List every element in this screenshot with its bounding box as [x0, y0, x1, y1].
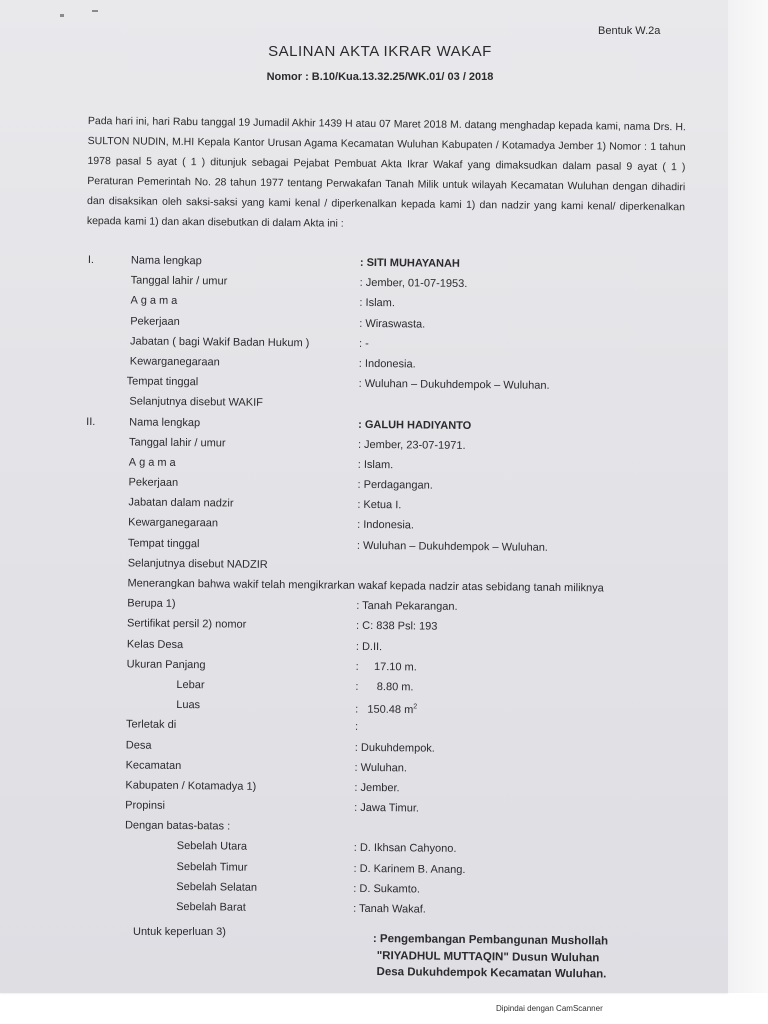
field-label: Propinsi [125, 799, 165, 812]
page-margin [728, 0, 768, 993]
field-value: : [354, 721, 359, 734]
purpose-line: Desa Dukuhdempok Kecamatan Wuluhan. [376, 966, 607, 981]
field-value: : 8.80 m. [355, 680, 414, 694]
field-value: : D. Sukamto. [353, 882, 421, 896]
field-value: : D.II. [355, 640, 383, 653]
purpose-label: Untuk keperluan 3) [133, 926, 226, 938]
field-label: Sebelah Timur [176, 860, 248, 874]
field-value: : Wuluhan – Dukuhdempok – Wuluhan. [358, 377, 550, 392]
field-value: : Jember. [354, 781, 400, 795]
field-label: Tanggal lahir / umur [130, 274, 228, 288]
speck [60, 14, 64, 17]
field-label: Kelas Desa [126, 637, 184, 651]
field-label: Agama [130, 294, 181, 308]
field-value: : Tanah Pekarangan. [356, 600, 458, 614]
field-value: : GALUH HADIYANTO [358, 418, 472, 432]
field-label: Desa [125, 738, 152, 752]
field-value: : Tanah Wakaf. [353, 902, 426, 916]
field-value: : Wuluhan – Dukuhdempok – Wuluhan. [356, 539, 548, 554]
field-label: Jabatan ( bagi Wakif Badan Hukum ) [129, 335, 310, 350]
document-title: SALINAN AKTA IKRAR WAKAF [268, 43, 492, 60]
speck [92, 10, 98, 12]
field-value: : Indonesia. [358, 357, 416, 371]
field-value: : D. Karinem B. Anang. [353, 862, 466, 876]
field-value: : Jember, 01-07-1953. [359, 277, 468, 291]
purpose-line: "RIYADHUL MUTTAQIN" Dusun Wuluhan [376, 949, 600, 964]
field-label: Terletak di [125, 718, 177, 732]
field-value: : Jember, 23-07-1971. [357, 438, 466, 452]
field-value: : Wuluhan. [354, 761, 408, 775]
field-value: : Ketua I. [357, 499, 402, 512]
field-label: Nama lengkap [130, 254, 202, 268]
field-label: Sebelah Utara [176, 840, 248, 854]
purpose-line: : Pengembangan Pembangunan Musholla​h [372, 932, 609, 948]
field-value: : Islam. [359, 297, 395, 310]
field-value: : C: 838 Psl: 193 [356, 620, 438, 634]
field-value: : D. Ikhsan Cahyono. [353, 842, 457, 856]
field-label: Tempat tinggal [126, 375, 199, 389]
field-label: Luas [176, 699, 201, 712]
field-label: Berupa 1) [127, 597, 176, 611]
field-label: Lebar [176, 678, 205, 692]
section-numeral: II. [86, 415, 96, 428]
field-value: : Wiraswasta. [359, 317, 426, 331]
purpose-value [372, 931, 608, 983]
field-value: : 17.10 m. [355, 660, 417, 674]
field-label: Sebelah Barat [176, 900, 246, 914]
field-label: Tempat tinggal [127, 537, 200, 550]
field-value: : Perdagangan. [357, 478, 433, 492]
field-value: : - [358, 337, 369, 350]
field-value: : SITI MUHAYANAH [359, 256, 460, 270]
field-label: Jabatan dalam nadzir [128, 496, 234, 510]
field-label: Agama [128, 456, 179, 469]
field-label: Nama lengkap [129, 415, 201, 429]
field-value: : 150.48 m [355, 703, 414, 717]
form-code: Bentuk W.2a [598, 25, 661, 37]
field-label: Kabupaten / Kotamadya 1) [125, 779, 257, 793]
scanner-watermark: Dipindai dengan CamScanner [496, 1004, 603, 1013]
designation-text: Selanjutnya disebut WAKIF [129, 395, 263, 410]
intro-paragraph [87, 111, 686, 237]
statement-text: Menerangkan bahwa wakif telah mengikrarkan wakaf kepada nadzir atas sebidang tanah miliknya [127, 577, 604, 595]
intro-text: Pada hari ini, hari Rabu tanggal 19 Jumadil Akhir 1439 H atau 07 Maret 2018 M. datang menghadap kepada kami, nama Drs. H. SULTON NUDIN, M.HI Kepala Kantor Urusan Agama Kecamatan Wuluhan Kabupaten / Kotamadya Jember 1) Nomor : 1 tahun 1978 pasal 5 ayat ( 1 ) ditunjuk sebagai Pejabat Pembuat Akta Ikrar Wakaf yang dimaksudkan dalam pasal 9 ayat ( 1 ) Peraturan Pemerintah No. 28 tahun 1977 tentang Perwakafan Tanah Milik untuk wilayah Kecamatan Wuluhan dengan dihadiri dan disaksikan oleh saksi-saksi yang kami kenal / diperkenalkan kepada kami 1) dan nadzir yang kami kenal/ diperkenalkan kepada kami 1) dan akan disebutkan di dalam Akta ini : [86, 114, 686, 230]
field-label: Sertifikat persil 2) nomor [127, 617, 247, 632]
deed-details [81, 250, 698, 923]
field-value: : Jawa Timur. [354, 801, 420, 815]
unit-superscript: 2 [413, 703, 418, 711]
field-label: Dengan batas-batas : [124, 819, 231, 833]
field-label: Pekerjaan [130, 315, 180, 328]
field-value: : Indonesia. [357, 519, 415, 532]
field-label: Kewarganegaraan [129, 355, 220, 369]
field-value: : Dukuhdempok. [354, 741, 435, 755]
field-label: Tanggal lahir / umur [128, 436, 226, 450]
field-label: Sebelah Selatan [176, 880, 258, 894]
field-label: Ukuran Panjang [126, 658, 206, 672]
field-label: Pekerjaan [128, 476, 179, 490]
field-label: Kecamatan [125, 759, 182, 772]
field-label: Kewarganegaraan [128, 516, 219, 530]
document-number: Nomor : B.10/Kua.13.32.25/WK.01/ 03 / 2018 [266, 71, 494, 83]
field-value: : Islam. [357, 458, 394, 472]
designation-text: Selanjutnya disebut NADZIR [127, 557, 268, 571]
section-numeral: I. [87, 253, 95, 267]
